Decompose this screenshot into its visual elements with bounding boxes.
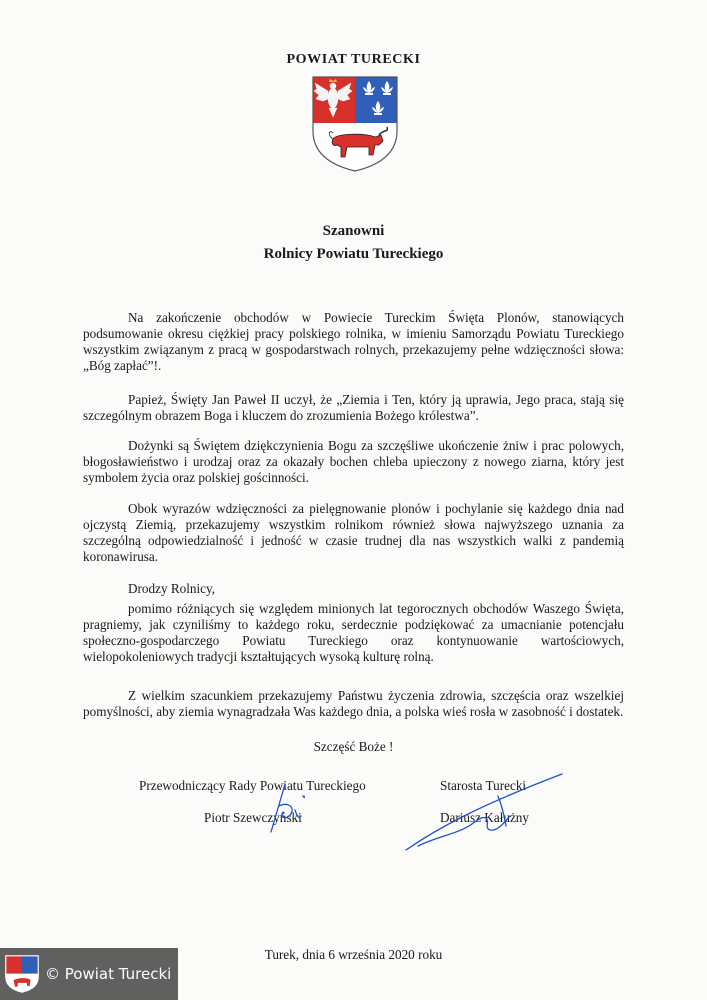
- right-signatory-name: Dariusz Kałużny: [440, 810, 529, 825]
- header-title: POWIAT TURECKI: [286, 52, 421, 67]
- watermark-badge: [0, 948, 178, 1000]
- closing-blessing: Szczęść Boże !: [313, 739, 394, 754]
- salutation-line-2: Rolnicy Powiatu Tureckiego: [263, 246, 444, 262]
- paragraph-3: Dożynki są Świętem dziękczynienia Bogu za szczęśliwe ukończenie żniw i prac polowych, błogosławieństwo i urodzaj oraz za okazały bochen chleba upieczony z nowego ziarna, który jest symbolem życia oraz polskiej gościnności.: [83, 438, 624, 485]
- coat-of-arms-icon: [311, 75, 399, 173]
- watermark-crest-icon: [5, 954, 39, 994]
- paragraph-2: Papież, Święty Jan Paweł II uczył, że „Ziemia i Ten, który ją uprawia, Jego praca, stają się szczególnym obrazem Boga i kluczem do zrozumienia Bożego królestwa”.: [83, 392, 624, 423]
- date-line: Turek, dnia 6 września 2020 roku: [264, 947, 443, 962]
- watermark-text: © Powiat Turecki: [45, 965, 172, 983]
- right-signatory-role: Starosta Turecki: [440, 778, 527, 793]
- paragraph-5: pomimo różniących się względem minionych lat tegorocznych obchodów Waszego Święta, pragniemy, jak czyniliśmy to każdego roku, serdecznie podziękować za umacnianie potencjału społeczno-gospodarczego Powiatu Tureckiego oraz kontynuowanie wartościowych, wielopokoleniowych tradycji kształtujących wysoką kulturę rolną.: [83, 601, 624, 664]
- paragraph-6: Z wielkim szacunkiem przekazujemy Państwu życzenia zdrowia, szczęścia oraz wszelkiej pomyślności, aby ziemia wynagradzała Was każdego dnia, a polska wieś rosła w zasobność i dostatek.: [83, 688, 624, 719]
- paragraph-1: Na zakończenie obchodów w Powiecie Tureckim Święta Plonów, stanowiących podsumowanie okresu ciężkiej pracy polskiego rolnika, w imieniu Samorządu Powiatu Tureckiego wszystkim związanym z pracą w gospodarstwach rolnych, przekazujemy pełne wdzięczności słowa: „Bóg zapłać”!.: [83, 310, 624, 373]
- salutation-line-1: Szanowni: [322, 223, 385, 239]
- paragraph-4: Obok wyrazów wdzięczności za pielęgnowanie plonów i pochylanie się każdego dnia nad ojczystą Ziemią, przekazujemy wszystkim rolnikom również słowa najwyższego uznania za szczególną odpowiedzialność i jedność w czasie trudnej dla nas wszystkich walki z pandemią koronawirusa.: [83, 501, 624, 564]
- left-signatory-role: Przewodniczący Rady Powiatu Tureckiego: [139, 778, 366, 793]
- left-signatory-name: Piotr Szewczyński: [204, 810, 302, 825]
- greeting: Drodzy Rolnicy,: [128, 581, 216, 596]
